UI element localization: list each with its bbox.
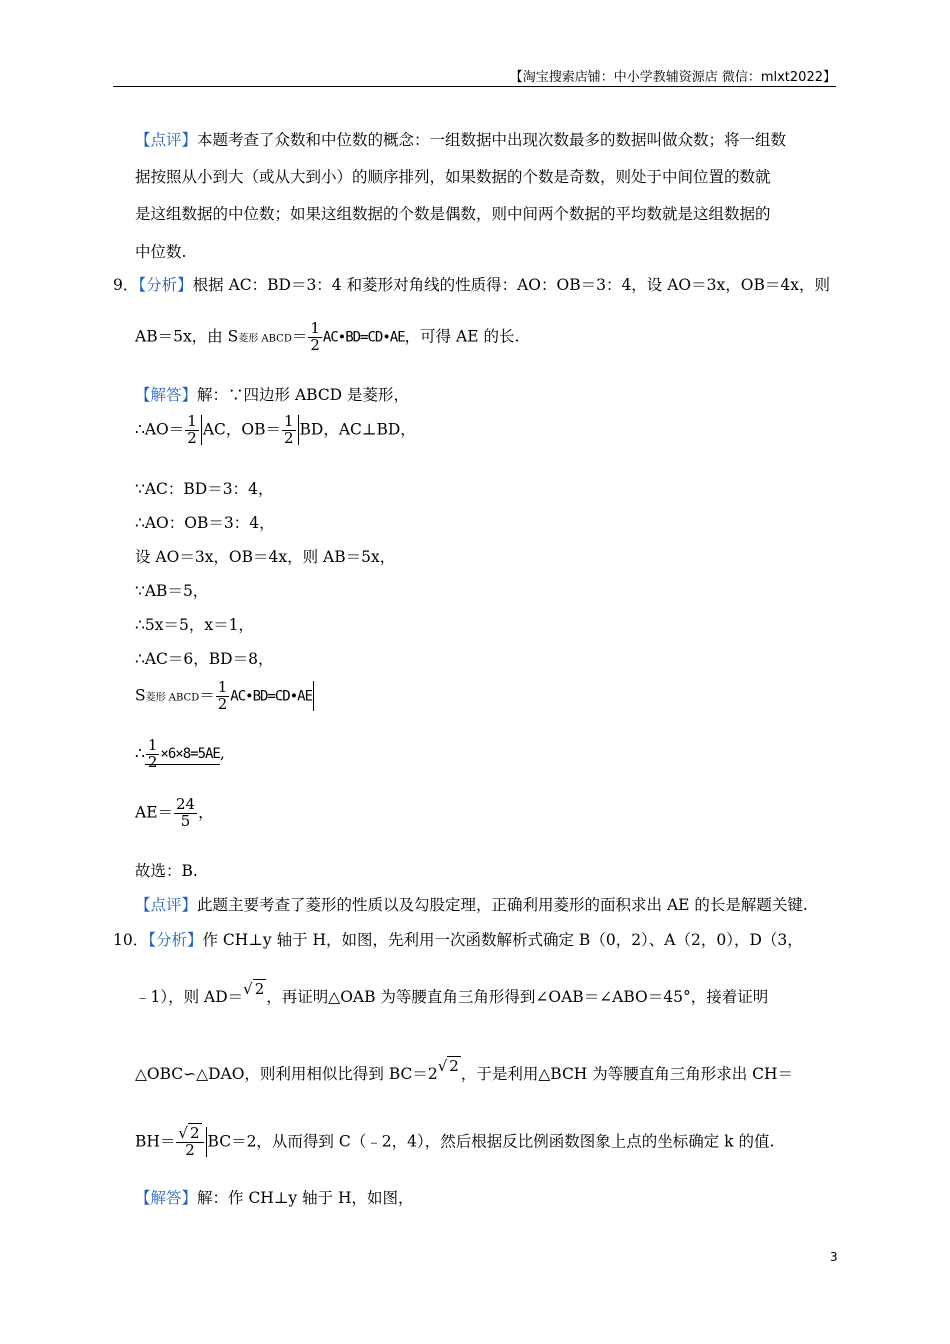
cursor-bar — [298, 415, 299, 445]
subscript-label: 菱形 ABCD — [145, 692, 200, 704]
subscript-label: 菱形 ABCD — [238, 333, 292, 345]
q9-line11 — [135, 797, 214, 830]
q9-line7: ∴5x＝5，x＝1， — [135, 616, 254, 634]
review-tag: 【点评】 — [135, 131, 198, 149]
q10-answer-intro — [135, 1186, 414, 1208]
q9-line9 — [135, 680, 315, 713]
therefore: ∴ — [135, 744, 145, 763]
page-header: 【淘宝搜索店铺：中小学教辅资源店 微信：mlxt2022】 — [509, 70, 836, 85]
line3-post: ，于是利用△BCH 为等腰直角三角形求出 CH＝ — [460, 1065, 794, 1083]
header-rule — [113, 86, 836, 87]
fraction-half: $\frac{1}{2}$ — [187, 412, 197, 447]
area-formula: AC•BD=CD•AE — [230, 688, 313, 705]
line2-post: ，再证明△OAB 为等腰直角三角形得到∠OAB＝∠ABO＝45°，接着证明 — [266, 988, 769, 1006]
eq-sign: ＝ — [291, 327, 308, 346]
underlined-expression — [145, 736, 220, 771]
line4-pre: BH＝ — [135, 1132, 176, 1151]
ao-pre: ∴AO＝ — [135, 420, 185, 439]
q9-analysis-line1 — [113, 273, 830, 295]
q9-line4: ∴AO：OB＝3：4， — [135, 514, 275, 532]
q10-analysis-line4 — [135, 1126, 774, 1159]
product-formula: ×6×8=5AE — [160, 746, 220, 763]
q9-ao-line — [135, 414, 416, 447]
question-number: 10． — [113, 931, 149, 949]
sqrt-two: √ 2 — [243, 980, 265, 998]
fraction-half: $\frac{1}{2}$ — [310, 319, 320, 354]
answer-text: 解：作 CH⊥y 轴于 H，如图， — [197, 1189, 414, 1207]
ao-mid: AC，OB＝ — [202, 420, 281, 439]
q9-answer-intro — [135, 383, 409, 405]
cursor-bar — [313, 681, 314, 711]
review-text: 本题考查了众数和中位数的概念：一组数据中出现次数最多的数据叫做众数；将一组数 — [197, 131, 787, 149]
q10-analysis-line3 — [135, 1057, 793, 1084]
ao-end: BD，AC⊥BD， — [299, 420, 416, 439]
line2-pre: ﹣1），则 AD＝ — [135, 988, 244, 1006]
ab-text: AB＝5x，由 S — [135, 327, 239, 346]
analysis-text: 作 CH⊥y 轴于 H，如图，先利用一次函数解析式确定 B（0，2）、A（2，0），D（3， — [202, 931, 803, 949]
q8-review-line1 — [135, 128, 786, 150]
fraction-24-5: $\frac{24}{5}$ — [176, 795, 196, 830]
analysis-text: 根据 AC：BD＝3：4 和菱形对角线的性质得：AO：OB＝3：4，设 AO＝3x，OB＝4x，则 — [192, 276, 830, 294]
q8-review-line3: 是这组数据的中位数；如果这组数据的个数是偶数，则中间两个数据的平均数就是这组数据的 — [135, 205, 771, 223]
fraction-half: $\frac{1}{2}$ — [147, 736, 158, 771]
sqrt-two: √ 2 — [437, 1057, 459, 1075]
q10-analysis-line2 — [135, 980, 768, 1007]
cursor-bar — [201, 415, 202, 445]
q9-choose: 故选：B. — [135, 862, 198, 880]
review-text: 此题主要考查了菱形的性质以及勾股定理，正确利用菱形的面积求出 AE 的长是解题关键. — [197, 896, 808, 914]
review-tag: 【点评】 — [135, 896, 198, 914]
q9-line6: ∵AB＝5， — [135, 582, 209, 600]
analysis-tag: 【分析】 — [138, 276, 193, 294]
fraction-sqrt2-over-2: $\frac{√ 2}{2}$ — [176, 1126, 203, 1159]
q9-line8: ∴AC＝6，BD＝8， — [135, 650, 274, 668]
q9-review — [135, 893, 808, 915]
analysis-tag: 【分析】 — [148, 931, 203, 949]
answer-tag: 【解答】 — [135, 386, 198, 404]
q8-review-line4: 中位数. — [135, 243, 187, 261]
area-formula: AC•BD=CD•AE — [322, 329, 405, 346]
line3-pre: △OBC∽△DAO，则利用相似比得到 BC＝2 — [135, 1065, 438, 1083]
q9-line3: ∵AC：BD＝3：4， — [135, 480, 274, 498]
q10-analysis-line1 — [113, 928, 803, 950]
s-symbol: S — [135, 686, 146, 705]
q9-line10 — [135, 738, 225, 771]
question-number: 9． — [113, 276, 139, 294]
comma: , — [219, 744, 225, 763]
fraction-half: $\frac{1}{2}$ — [283, 412, 294, 447]
ae-pre: AE＝ — [135, 803, 174, 822]
q9-analysis-line2 — [135, 321, 519, 354]
page-number: 3 — [830, 1250, 838, 1264]
comma: ， — [198, 803, 214, 822]
answer-tag: 【解答】 — [135, 1189, 198, 1207]
q9-line5: 设 AO＝3x，OB＝4x，则 AB＝5x， — [135, 548, 396, 566]
cursor-bar — [206, 1127, 207, 1157]
fraction-half: $\frac{1}{2}$ — [217, 678, 228, 713]
q8-review-line2: 据按照从小到大（或从大到小）的顺序排列，如果数据的个数是奇数，则处于中间位置的数就 — [135, 168, 771, 186]
answer-text: 解：∵四边形 ABCD 是菱形， — [197, 386, 410, 404]
eq-sign: ＝ — [199, 686, 215, 705]
line4-post: BC＝2，从而得到 C（﹣2，4），然后根据反比例函数图象上点的坐标确定 k 的值. — [207, 1132, 775, 1151]
ab-tail: ，可得 AE 的长. — [404, 327, 520, 346]
